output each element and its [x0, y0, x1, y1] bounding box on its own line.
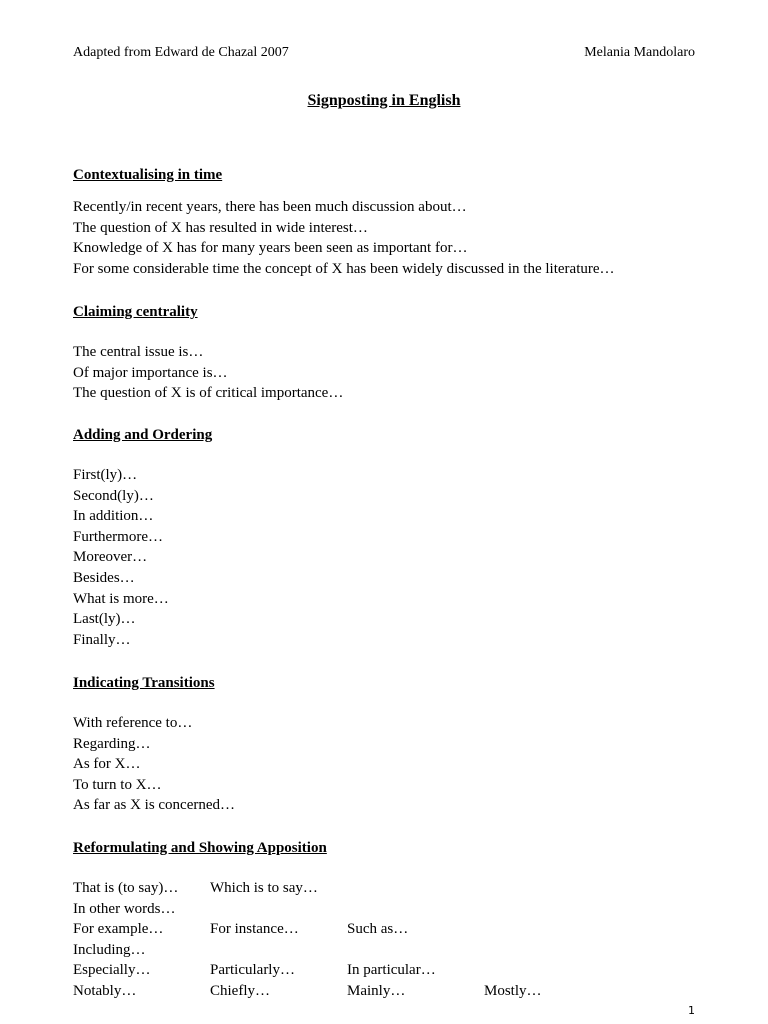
phrase-line: Of major importance is…	[73, 364, 228, 381]
phrase-row	[73, 940, 713, 961]
phrase-line: Furthermore…	[73, 528, 163, 545]
phrase-cell: Which is to say…	[210, 880, 318, 896]
section-heading: Contextualising in time	[73, 167, 223, 183]
section-contextualising	[73, 165, 713, 279]
phrase-list	[73, 465, 713, 650]
phrase-row	[73, 981, 713, 1002]
phrase-cell: Particularly…	[210, 962, 295, 979]
phrase-row	[73, 919, 713, 940]
phrase-line: First(ly)…	[73, 467, 138, 483]
phrase-cell: For instance…	[210, 921, 299, 938]
phrase-cell: For example…	[73, 921, 164, 938]
phrase-line: Finally…	[73, 631, 131, 648]
phrase-line: The central issue is…	[73, 344, 204, 360]
section-heading: Adding and Ordering	[73, 427, 213, 443]
phrase-grid	[73, 878, 713, 1002]
phrase-cell: In other words…	[73, 900, 176, 917]
phrase-line: Besides…	[73, 569, 135, 586]
document-title: Signposting in English	[307, 92, 461, 109]
section-ordering	[73, 425, 713, 650]
phrase-line: As for X…	[73, 756, 141, 773]
phrase-cell: Especially…	[73, 962, 151, 979]
section-heading: Indicating Transitions	[73, 675, 215, 691]
section-transitions	[73, 673, 713, 816]
section-reformulating	[73, 838, 713, 1002]
phrase-line: Second(ly)…	[73, 487, 154, 504]
phrase-cell: Including…	[73, 941, 146, 958]
phrase-line: As far as X is concerned…	[73, 797, 236, 814]
phrase-line: In addition…	[73, 508, 154, 525]
phrase-cell: Mostly…	[484, 982, 542, 999]
phrase-line: For some considerable time the concept of X has been widely discussed in the literature…	[73, 260, 615, 277]
phrase-list	[73, 342, 713, 404]
header-author: Melania Mandolaro	[584, 45, 695, 60]
phrase-row	[73, 960, 713, 981]
section-centrality	[73, 302, 713, 404]
phrase-cell: Such as…	[347, 921, 409, 938]
section-heading: Reformulating and Showing Apposition	[73, 840, 327, 856]
phrase-line: The question of X has resulted in wide interest…	[73, 219, 368, 236]
section-heading: Claiming centrality	[73, 304, 198, 320]
phrase-line: Recently/in recent years, there has been much discussion about…	[73, 199, 467, 215]
phrase-line: Moreover…	[73, 549, 148, 566]
phrase-line: Knowledge of X has for many years been seen as important for…	[73, 240, 468, 257]
phrase-cell: That is (to say)…	[73, 880, 179, 896]
phrase-line: With reference to…	[73, 715, 193, 731]
phrase-row	[73, 899, 713, 920]
phrase-list	[73, 197, 713, 279]
phrase-cell: In particular…	[347, 962, 436, 979]
header-source: Adapted from Edward de Chazal 2007	[73, 45, 289, 60]
phrase-cell: Chiefly…	[210, 982, 270, 999]
phrase-cell: Notably…	[73, 982, 137, 999]
phrase-line: Regarding…	[73, 735, 151, 752]
phrase-line: The question of X is of critical importance…	[73, 385, 344, 402]
phrase-line: Last(ly)…	[73, 611, 136, 628]
page-number: 1	[688, 1004, 695, 1017]
phrase-line: To turn to X…	[73, 776, 162, 793]
phrase-line: What is more…	[73, 590, 169, 607]
phrase-list	[73, 713, 713, 816]
phrase-cell: Mainly…	[347, 982, 406, 999]
phrase-row	[73, 878, 713, 899]
